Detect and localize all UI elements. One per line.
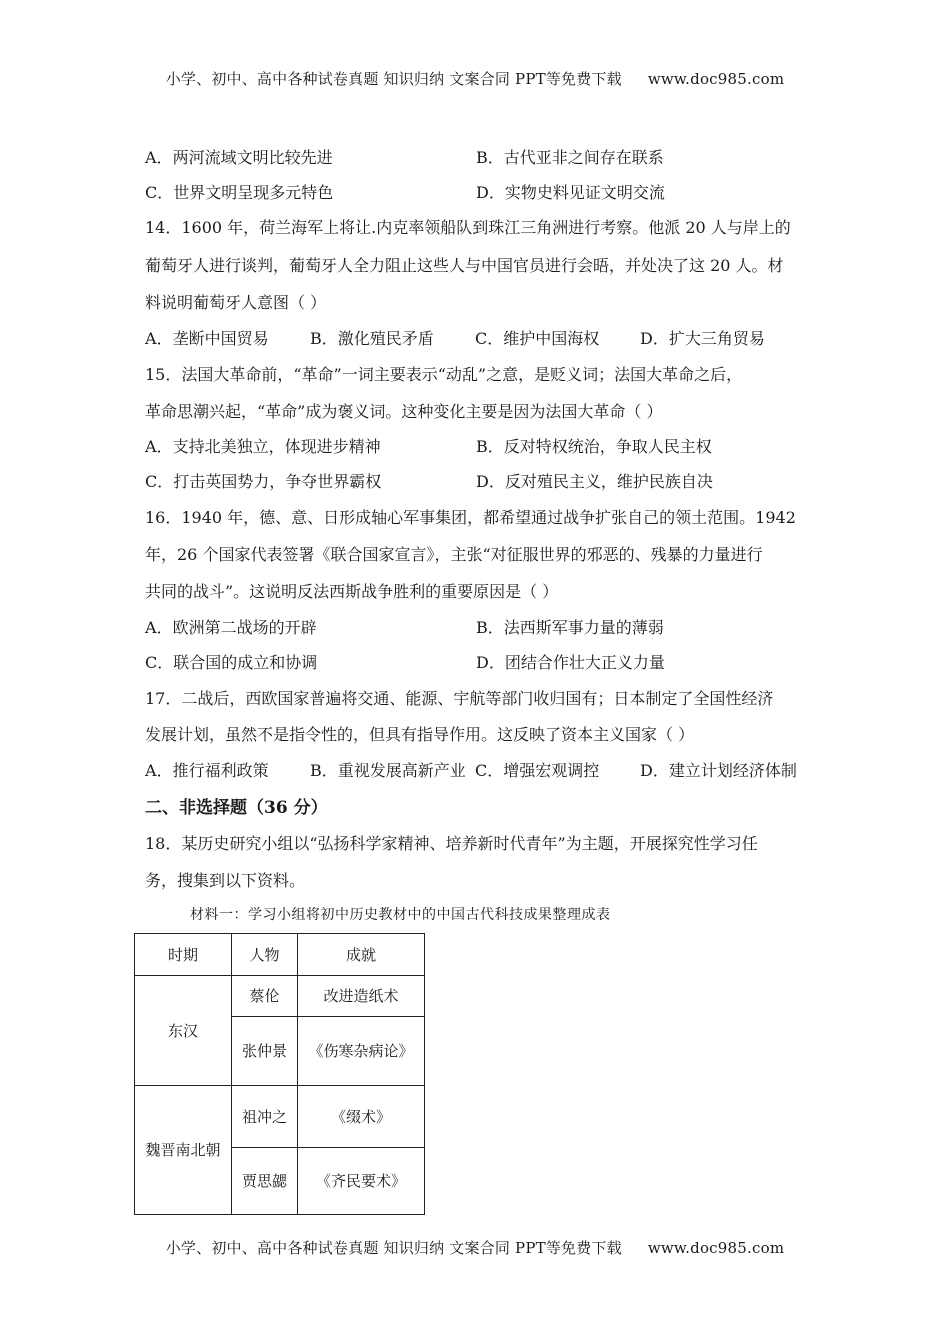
footer-text: 小学、初中、高中各种试卷真题 知识归纳 文案合同 PPT等免费下载 bbox=[165, 1239, 622, 1257]
table-header-achievement: 成就 bbox=[298, 934, 425, 976]
material-caption: 材料一：学习小组将初中历史教材中的中国古代科技成果整理成表 bbox=[190, 907, 611, 923]
q17-stem-line-2: 发展计划，虽然不是指令性的，但具有指导作用。这反映了资本主义国家（ ） bbox=[145, 725, 695, 744]
table-cell-person: 蔡伦 bbox=[232, 976, 298, 1017]
table-header-person: 人物 bbox=[232, 934, 298, 976]
q14-stem-line-2: 葡萄牙人进行谈判，葡萄牙人全力阻止这些人与中国官员进行会晤，并处决了这 20 人。材 bbox=[145, 256, 784, 275]
q18-stem-line-2: 务，搜集到以下资料。 bbox=[145, 871, 306, 890]
table-cell-person: 张仲景 bbox=[232, 1017, 298, 1086]
q13-option-b: B．古代亚非之间存在联系 bbox=[476, 148, 664, 167]
q17-options bbox=[145, 758, 797, 781]
header-site: www.doc985.com bbox=[647, 70, 785, 88]
page-header bbox=[0, 68, 950, 89]
q14-option-b: B．激化殖民矛盾 bbox=[310, 329, 434, 348]
q15-option-a: A．支持北美独立，体现进步精神 bbox=[145, 437, 381, 456]
q14-options bbox=[145, 326, 765, 349]
q13-option-d: D．实物史料见证文明交流 bbox=[476, 183, 665, 202]
table-cell-achievement: 《缀术》 bbox=[298, 1086, 425, 1148]
q15-option-d: D．反对殖民主义，维护民族自决 bbox=[476, 472, 713, 491]
q14-stem-line-1: 14．1600 年，荷兰海军上将让.内克率领船队到珠江三角洲进行考察。他派 20 人与岸上的 bbox=[145, 218, 791, 237]
q14-option-a: A．垄断中国贸易 bbox=[145, 329, 269, 348]
table-cell-person: 祖冲之 bbox=[232, 1086, 298, 1148]
table-row bbox=[135, 1086, 425, 1148]
q16-option-a: A．欧洲第二战场的开辟 bbox=[145, 618, 317, 637]
q16-stem-line-2: 年，26 个国家代表签署《联合国家宣言》，主张“对征服世界的邪恶的、残暴的力量进行 bbox=[145, 545, 763, 564]
q15-stem-line-2: 革命思潮兴起，“革命”成为褒义词。这种变化主要是因为法国大革命（ ） bbox=[145, 402, 663, 421]
q16-option-b: B．法西斯军事力量的薄弱 bbox=[476, 618, 664, 637]
table-cell-period: 东汉 bbox=[135, 976, 232, 1086]
q15-stem-line-1: 15．法国大革命前，“革命”一词主要表示“动乱”之意，是贬义词；法国大革命之后， bbox=[145, 365, 743, 384]
q17-option-a: A．推行福利政策 bbox=[145, 761, 269, 780]
table-header-row bbox=[135, 934, 425, 976]
q16-option-d: D．团结合作壮大正义力量 bbox=[476, 653, 665, 672]
header-text: 小学、初中、高中各种试卷真题 知识归纳 文案合同 PPT等免费下载 bbox=[165, 70, 622, 88]
q14-option-c: C．维护中国海权 bbox=[475, 329, 600, 348]
q13-option-a: A．两河流域文明比较先进 bbox=[145, 148, 333, 167]
table-row bbox=[135, 976, 425, 1017]
q14-option-d: D．扩大三角贸易 bbox=[640, 329, 765, 348]
q16-stem-line-1: 16．1940 年，德、意、日形成轴心军事集团，都希望通过战争扩张自己的领土范围。1942 bbox=[145, 508, 796, 527]
q13-option-c: C．世界文明呈现多元特色 bbox=[145, 183, 334, 202]
science-achievements-table bbox=[134, 933, 425, 1215]
q17-option-c: C．增强宏观调控 bbox=[475, 761, 600, 780]
q17-option-b: B．重视发展高新产业 bbox=[310, 761, 466, 780]
table-cell-person: 贾思勰 bbox=[232, 1148, 298, 1215]
q17-option-d: D．建立计划经济体制 bbox=[640, 761, 797, 780]
table-cell-achievement: 《齐民要术》 bbox=[298, 1148, 425, 1215]
q15-option-c: C．打击英国势力，争夺世界霸权 bbox=[145, 472, 382, 491]
table-cell-achievement: 改进造纸术 bbox=[298, 976, 425, 1017]
q16-option-c: C．联合国的成立和协调 bbox=[145, 653, 318, 672]
footer-site: www.doc985.com bbox=[647, 1239, 785, 1257]
q16-stem-line-3: 共同的战斗”。这说明反法西斯战争胜利的重要原因是（ ） bbox=[145, 582, 559, 601]
table-cell-period: 魏晋南北朝 bbox=[135, 1086, 232, 1215]
q15-option-b: B．反对特权统治，争取人民主权 bbox=[476, 437, 712, 456]
q17-stem-line-1: 17．二战后，西欧国家普遍将交通、能源、宇航等部门收归国有；日本制定了全国性经济 bbox=[145, 689, 774, 708]
q14-stem-line-3: 料说明葡萄牙人意图（ ） bbox=[145, 293, 327, 312]
page-footer bbox=[0, 1237, 950, 1258]
table-header-period: 时期 bbox=[135, 934, 232, 976]
section-title: 二、非选择题（36 分） bbox=[145, 798, 328, 818]
q18-stem-line-1: 18．某历史研究小组以“弘扬科学家精神、培养新时代青年”为主题，开展探究性学习任 bbox=[145, 834, 758, 853]
table-cell-achievement: 《伤寒杂病论》 bbox=[298, 1017, 425, 1086]
